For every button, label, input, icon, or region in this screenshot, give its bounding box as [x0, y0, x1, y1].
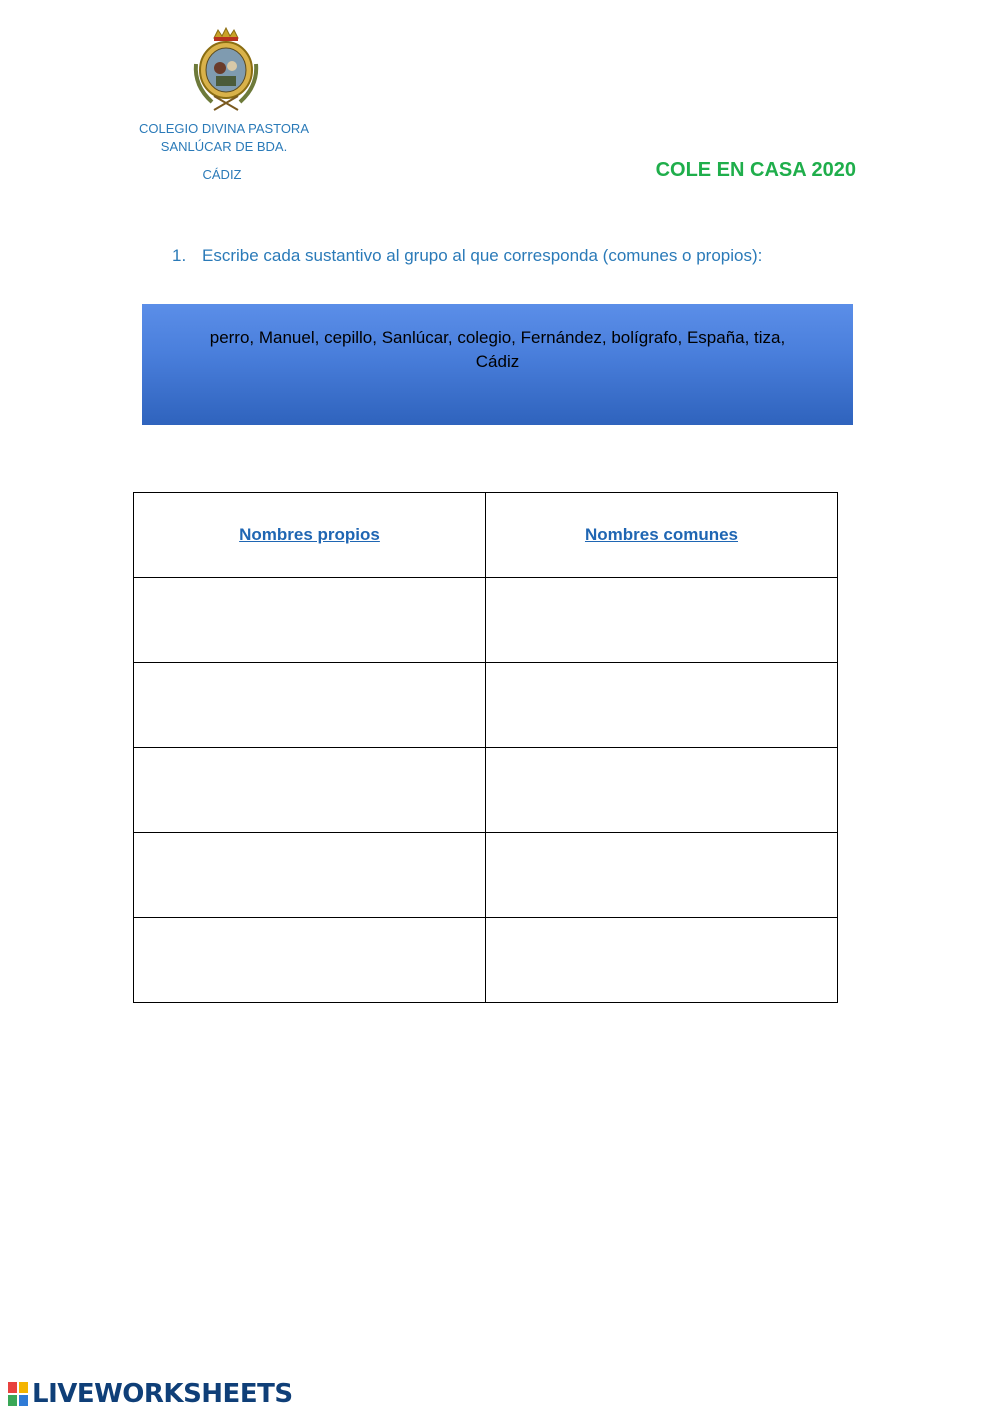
answer-cell-proper[interactable]: [134, 578, 486, 663]
answer-cell-common[interactable]: [486, 833, 838, 918]
table-row: [134, 833, 838, 918]
exercise-instruction: [172, 246, 762, 266]
exercise-number: 1.: [172, 246, 187, 265]
table-row: [134, 663, 838, 748]
liveworksheets-logo-icon: [8, 1382, 28, 1406]
word-bank-line-1: perro, Manuel, cepillo, Sanlúcar, colegio, Fernández, bolígrafo, España, tiza,: [209, 328, 786, 347]
table-row: [134, 918, 838, 1003]
school-name: COLEGIO DIVINA PASTORA: [138, 121, 309, 136]
table-header-row: [134, 493, 838, 578]
answer-cell-common[interactable]: [486, 578, 838, 663]
answer-cell-proper[interactable]: [134, 663, 486, 748]
classification-table: [133, 492, 838, 1003]
answer-cell-common[interactable]: [486, 918, 838, 1003]
word-bank-line-2: Cádiz: [475, 352, 520, 371]
school-province: CÁDIZ: [202, 167, 242, 182]
exercise-instruction-text: Escribe cada sustantivo al grupo al que corresponda (comunes o propios):: [202, 246, 763, 265]
school-town: SANLÚCAR DE BDA.: [160, 139, 288, 154]
header-proper-nouns: Nombres propios: [134, 493, 486, 578]
answer-cell-common[interactable]: [486, 663, 838, 748]
table-row: [134, 748, 838, 833]
answer-cell-proper[interactable]: [134, 748, 486, 833]
answer-cell-proper[interactable]: [134, 918, 486, 1003]
answer-cell-common[interactable]: [486, 748, 838, 833]
liveworksheets-brand[interactable]: [8, 1379, 293, 1409]
school-crest-logo: [186, 24, 266, 114]
word-bank-box: [142, 304, 853, 425]
table-row: [134, 578, 838, 663]
answer-cell-proper[interactable]: [134, 833, 486, 918]
brand-name: LIVEWORKSHEETS: [32, 1379, 293, 1409]
page-title: COLE EN CASA 2020: [655, 159, 856, 181]
header-common-nouns: Nombres comunes: [486, 493, 838, 578]
